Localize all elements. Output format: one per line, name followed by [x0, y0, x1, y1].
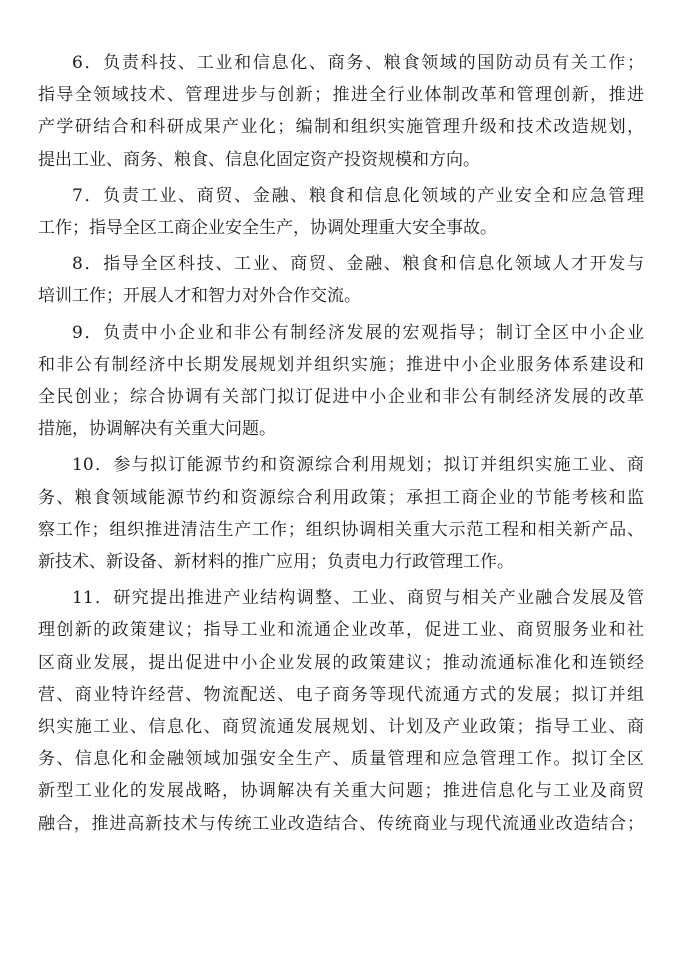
paragraph-8	[38, 248, 644, 312]
text-line: 营、商业特许经营、物流配送、电子商务等现代流通方式的发展；拟订并组	[38, 684, 644, 705]
text-line: 融合，推进高新技术与传统工业改造结合、传统商业与现代流通业改造结合；	[38, 813, 644, 834]
text-line: 织实施工业、信息化、商贸流通发展规划、计划及产业政策；指导工业、商	[38, 717, 644, 738]
text-line: 务、信息化和金融领域加强安全生产、质量管理和应急管理工作。拟订全区	[38, 749, 644, 770]
text-line: 提出工业、商务、粮食、信息化固定资产投资规模和方向。	[38, 149, 480, 170]
text-line: 9．负责中小企业和非公有制经济发展的宏观指导；制订全区中小企业	[72, 322, 644, 343]
text-line: 培训工作；开展人才和智力对外合作交流。	[38, 286, 361, 307]
text-line: 指导全领域技术、管理进步与创新；推进全行业体制改革和管理创新，推进	[38, 85, 644, 106]
text-line: 10．参与拟订能源节约和资源综合利用规划；拟订并组织实施工业、商	[72, 455, 644, 476]
text-line: 新型工业化的发展战略，协调解决有关重大问题；推进信息化与工业及商贸	[38, 781, 644, 802]
paragraph-10	[38, 449, 644, 578]
text-line: 和非公有制经济中长期发展规划并组织实施；推进中小企业服务体系建设和	[38, 354, 644, 375]
paragraph-11	[38, 582, 644, 840]
text-line: 产学研结合和科研成果产业化；编制和组织实施管理升级和技术改造规划，	[38, 117, 644, 138]
text-line: 区商业发展，提出促进中小企业发展的政策建议；推动流通标准化和连锁经	[38, 652, 644, 673]
text-line: 工作；指导全区工商企业安全生产，协调处理重大安全事故。	[38, 218, 497, 239]
text-line: 新技术、新设备、新材料的推广应用；负责电力行政管理工作。	[38, 552, 514, 573]
text-line: 8．指导全区科技、工业、商贸、金融、粮食和信息化领域人才开发与	[72, 254, 644, 275]
text-line: 7．负责工业、商贸、金融、粮食和信息化领域的产业安全和应急管理	[72, 185, 644, 206]
paragraph-7	[38, 180, 644, 244]
text-line: 理创新的政策建议；指导工业和流通企业改革，促进工业、商贸服务业和社	[38, 620, 644, 641]
text-line: 6．负责科技、工业和信息化、商务、粮食领域的国防动员有关工作；	[72, 53, 644, 73]
text-line: 11．研究提出推进产业结构调整、工业、商贸与相关产业融合发展及管	[72, 588, 644, 609]
paragraph-6	[38, 47, 644, 176]
text-line: 务、粮食领域能源节约和资源综合利用政策；承担工商企业的节能考核和监	[38, 487, 644, 508]
text-line: 措施，协调解决有关重大问题。	[38, 419, 276, 440]
paragraph-9	[38, 317, 644, 446]
text-line: 全民创业；综合协调有关部门拟订促进中小企业和非公有制经济发展的改革	[38, 387, 644, 408]
text-line: 察工作；组织推进清洁生产工作；组织协调相关重大示范工程和相关新产品、	[38, 519, 644, 540]
